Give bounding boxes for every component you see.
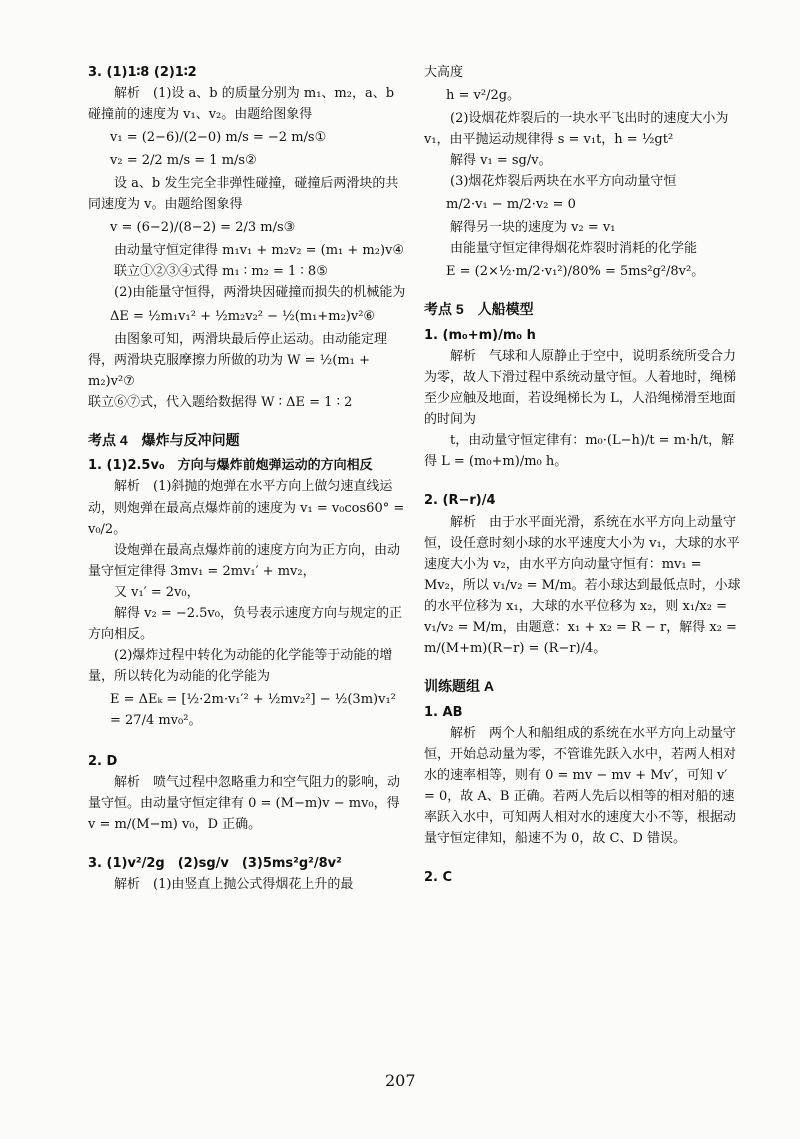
answer-2-header: 2. (R−r)/4 <box>424 493 496 509</box>
analysis-text: 设 a、b 发生完全非弹性碰撞，碰撞后两滑块的共同速度为 v。由题给图象得 <box>88 176 399 213</box>
answer-1-header: 1. (1)2.5v₀ 方向与爆炸前炮弹运动的方向相反 <box>88 458 373 474</box>
equation: v₁ = (2−6)/(2−0) m/s = −2 m/s① <box>110 130 327 146</box>
answer-1-header: 1. (m₀+m)/m₀ h <box>424 328 536 344</box>
analysis-text: (2)由能量守恒得，两滑块因碰撞而损失的机械能为 <box>114 285 406 301</box>
analysis-text: t，由动量守恒定律有：m₀·(L−h)/t = m·h/t，解得 L = (m₀+m)/m₀ h。 <box>424 433 735 470</box>
analysis-text: 由动量守恒定律得 m₁v₁ + m₂v₂ = (m₁ + m₂)v④ <box>114 243 405 259</box>
analysis-text: 由能量守恒定律得烟花炸裂时消耗的化学能 <box>450 241 698 257</box>
page-number: 207 <box>385 1071 416 1090</box>
left-column <box>88 62 406 895</box>
analysis-text: 解析 由于水平面光滑，系统在水平方向上动量守恒，设任意时刻小球的水平速度大小为 v₁，大球的水平速度大小为 v₂，由水平方向动量守恒有：mv₁ = Mv₂，所以 v₁/v₂ = M/m。若小球达到最低点时，小球的水平位移为 x₁，大球的水平位移为 x₂，则 x₁/x₂ = v₁/v₂ = M/m，由题意：x₁ + x₂ = R − r，解得 x₂ = m/(M+m)(R−r) = (R−r)/4。 <box>424 514 741 656</box>
analysis-text: 联立⑥⑦式，代入题给数据得 W ∶ ΔE = 1 ∶ 2 <box>88 394 353 410</box>
spacer <box>88 733 406 751</box>
analysis-text: (2)爆炸过程中转化为动能的化学能等于动能的增量，所以转化为动能的化学能为 <box>88 647 393 684</box>
analysis-text: 解得 v₁ = sg/v。 <box>450 153 552 169</box>
analysis-text: 解析 (1)斜抛的炮弹在水平方向上做匀速直线运动，则炮弹在最高点爆炸前的速度为 v₁ = v₀cos60° = v₀/2。 <box>88 479 405 537</box>
analysis-text: (2)设烟花炸裂后的一块水平飞出时的速度大小为 v₁，由平抛运动规律得 s = v₁t，h = ½gt² <box>424 111 729 148</box>
analysis-text: 大高度 <box>424 65 464 80</box>
spacer <box>88 835 406 853</box>
analysis-text: (3)烟花炸裂后两块在水平方向动量守恒 <box>450 174 677 190</box>
analysis-text: 解析 气球和人原静止于空中，说明系统所受合力为零，故人下滑过程中系统动量守恒。人着地时，绳梯至少应触及地面，若设绳梯长为 L，人沿绳梯滑至地面的时间为 <box>424 349 737 428</box>
answer-2-header: 2. D <box>88 754 118 770</box>
equation: h = v²/2g。 <box>446 88 521 104</box>
analysis-text: 又 v₁′ = 2v₀， <box>114 584 200 600</box>
analysis-text: 解析 (1)设 a、b 的质量分别为 m₁、m₂，a、b 碰撞前的速度为 v₁、v₂。由题给图象得 <box>88 86 395 123</box>
equation: m/2·v₁ − m/2·v₂ = 0 <box>446 197 576 213</box>
section-heading-5: 考点 5 人船模型 <box>424 301 534 318</box>
equation: v₂ = 2/2 m/s = 1 m/s② <box>110 153 257 169</box>
spacer <box>424 849 742 867</box>
analysis-text: 设炮弹在最高点爆炸前的速度方向为正方向，由动量守恒定律得 3mv₁ = 2mv₁′ + mv₂， <box>88 542 401 579</box>
analysis-text: 解析 两个人和船组成的系统在水平方向上动量守恒，开始总动量为零，不管谁先跃入水中，若两人相对水的速率相等，则有 0 = mv − mv + Mv′，可知 v′ = 0，故 A、B 正确。若两人先后以相等的相对船的速率跃入水中，可知两人相对水的速度大小不等，根据动量守恒定律知，船速不为 0，故 C、D 错误。 <box>424 725 737 846</box>
equation: ΔE = ½m₁v₁² + ½m₂v₂² − ½(m₁+m₂)v²⑥ <box>110 308 376 324</box>
analysis-text: 解得 v₂ = −2.5v₀，负号表示速度方向与规定的正方向相反。 <box>88 605 402 642</box>
right-column <box>424 62 742 888</box>
answer-3b-header: 3. (1)v²/2g (2)sg/v (3)5ms²g²/8v² <box>88 856 342 872</box>
analysis-text: 联立①②③④式得 m₁ ∶ m₂ = 1 ∶ 8⑤ <box>114 264 328 280</box>
equation: E = ΔEₖ = [½·2m·v₁′² + ½mv₂²] − ½(3m)v₁² = 27/4 mv₀²。 <box>110 691 396 728</box>
analysis-text: 由图象可知，两滑块最后停止运动。由动能定理得，两滑块克服摩擦力所做的功为 W = ½(m₁ + m₂)v²⑦ <box>88 331 388 389</box>
section-heading-a: 训练题组 A <box>424 677 494 694</box>
answer-1-header: 1. AB <box>424 704 463 720</box>
section-heading-4: 考点 4 爆炸与反冲问题 <box>88 431 240 448</box>
answer-3-header: 3. (1)1∶8 (2)1∶2 <box>88 65 197 80</box>
equation: v = (6−2)/(8−2) = 2/3 m/s③ <box>110 220 296 236</box>
analysis-text: 解析 (1)由竖直上抛公式得烟花上升的最 <box>114 877 354 893</box>
spacer <box>424 472 742 490</box>
answer-2-header: 2. C <box>424 869 453 885</box>
analysis-text: 解得另一块的速度为 v₂ = v₁ <box>450 220 616 236</box>
analysis-text: 解析 喷气过程中忽略重力和空气阻力的影响，动量守恒。由动量守恒定律有 0 = (M−m)v − mv₀，得 v = m/(M−m) v₀，D 正确。 <box>88 775 401 833</box>
equation: E = (2×½·m/2·v₁²)/80% = 5ms²g²/8v²。 <box>446 264 705 280</box>
